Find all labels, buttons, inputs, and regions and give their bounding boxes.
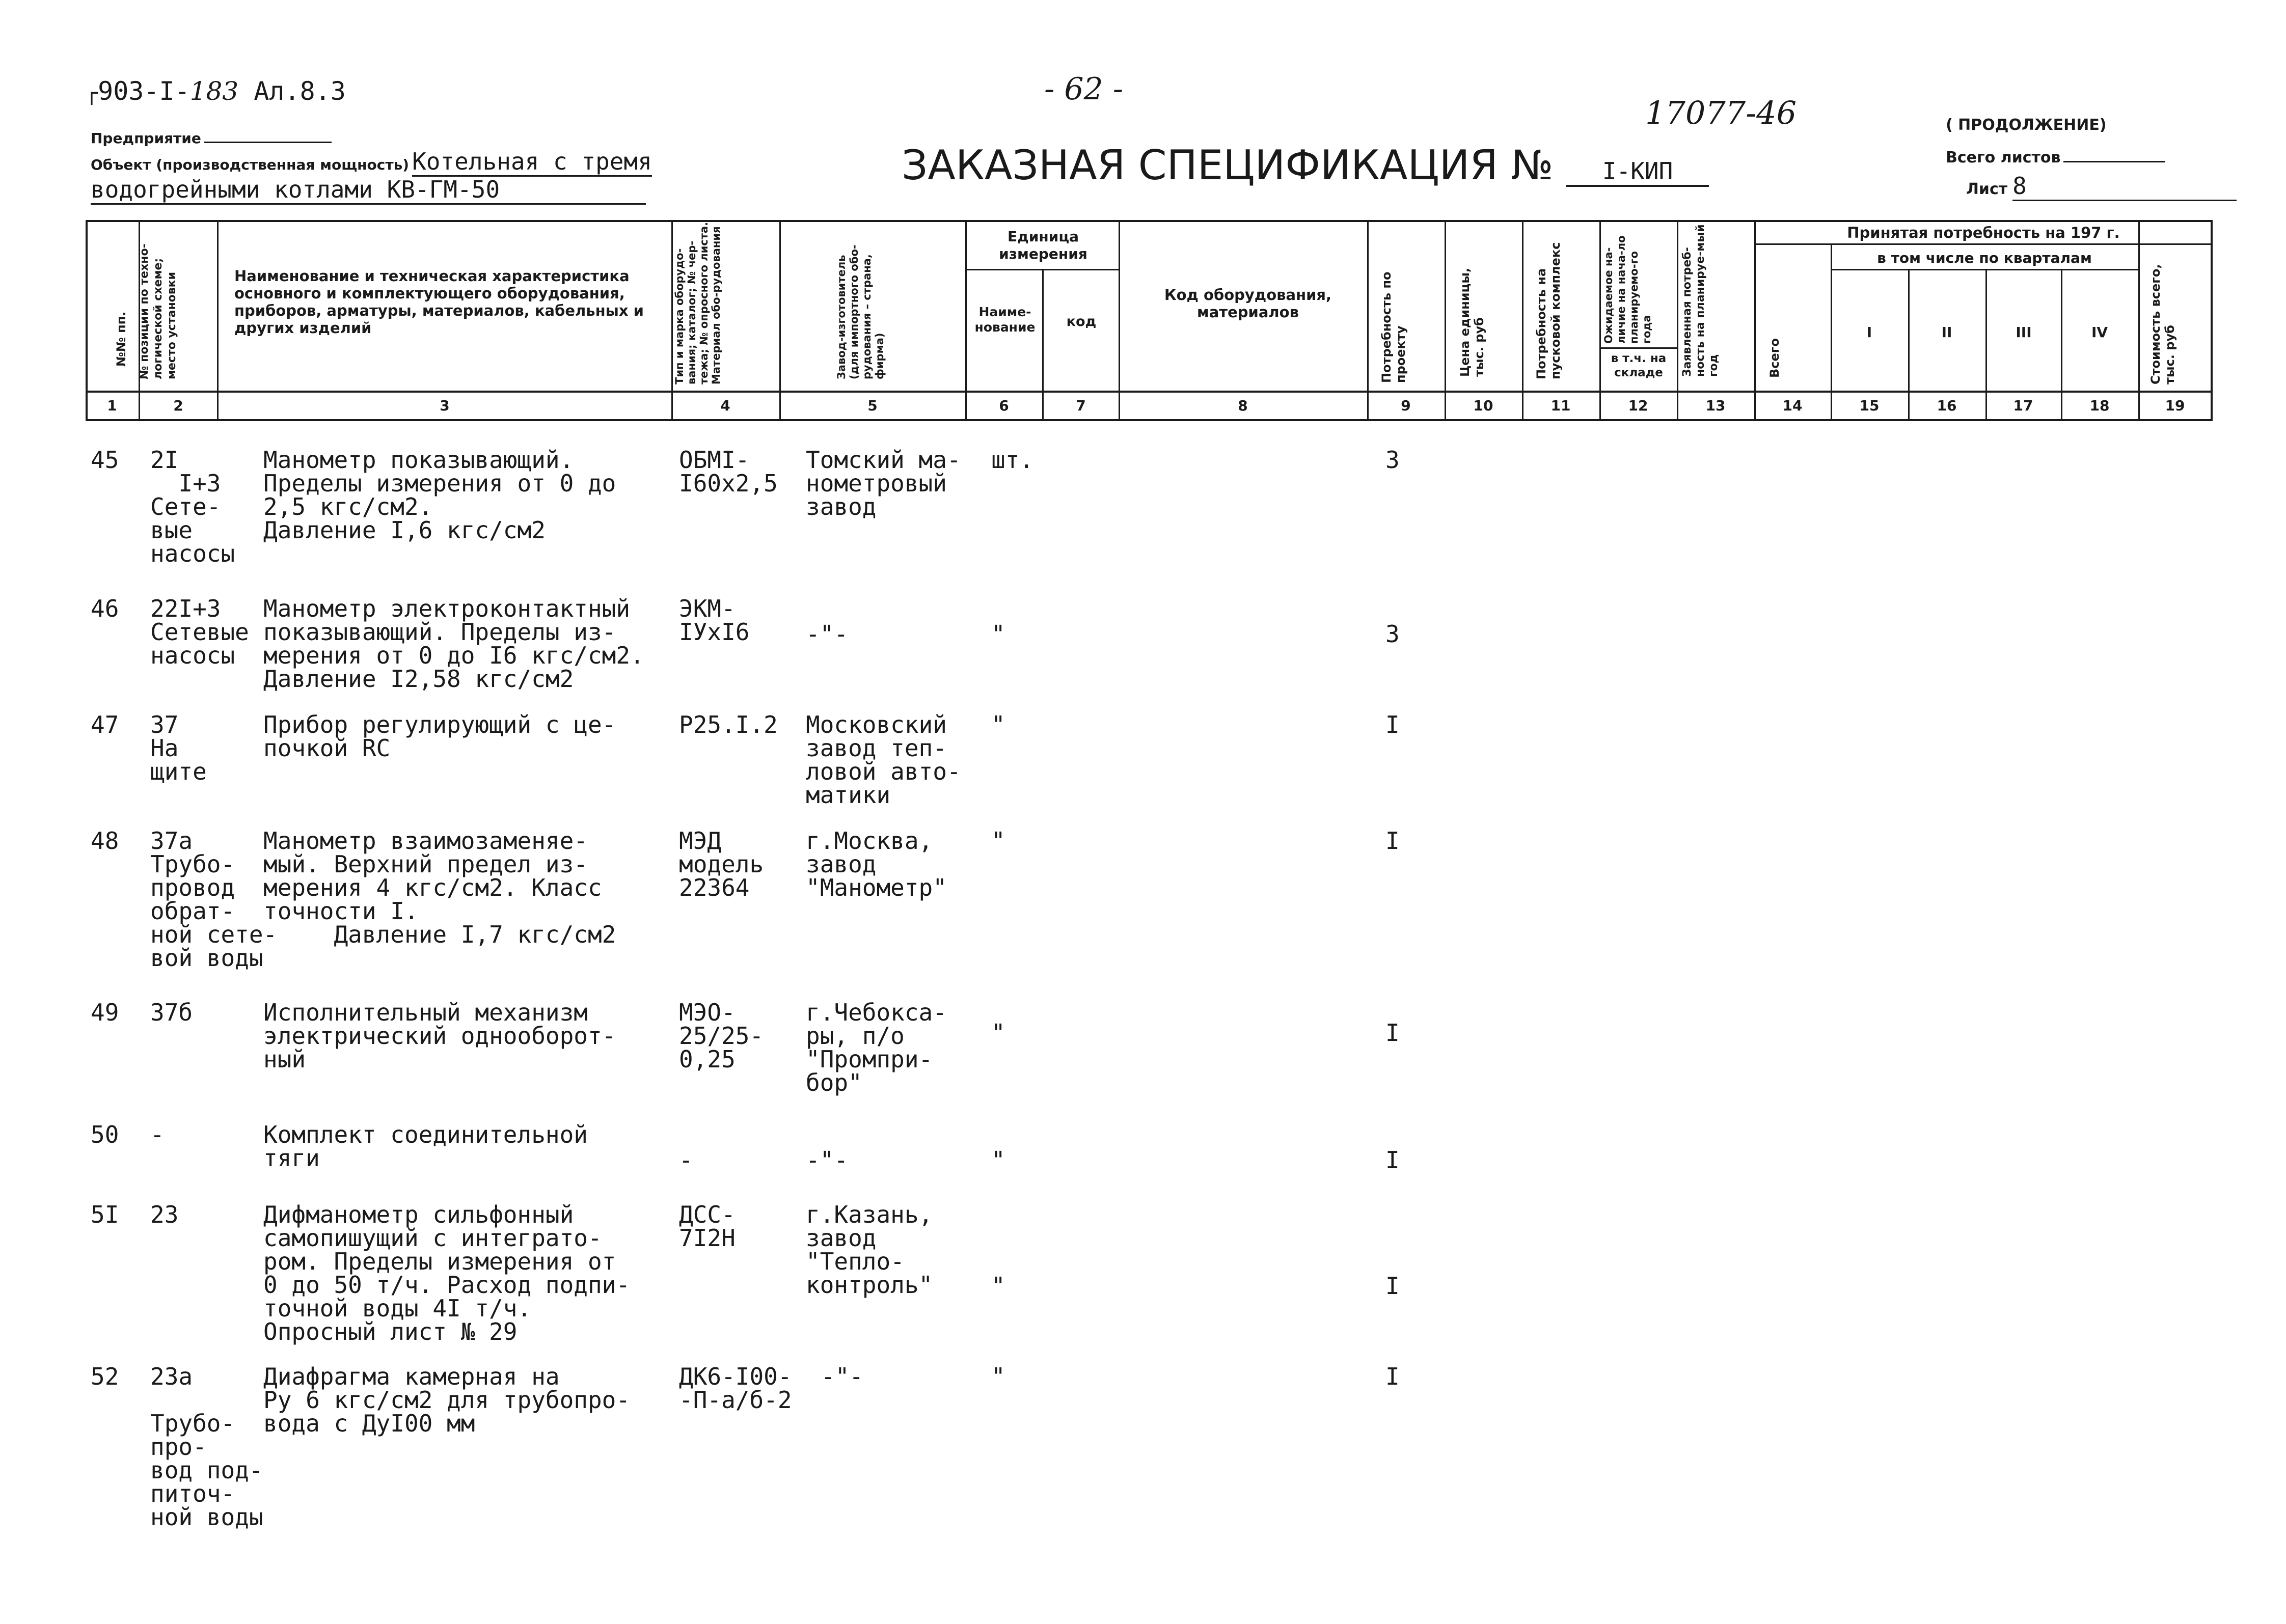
row-number: 50	[91, 1121, 119, 1148]
row-unit: "	[991, 620, 1005, 648]
row-number: 48	[91, 827, 119, 855]
row-position: 37 На щите	[150, 711, 207, 785]
col-number: 11	[1550, 397, 1571, 414]
row-plant: Томский ма- нометровый завод	[806, 446, 961, 520]
code-suffix: Ал.8.3	[238, 76, 346, 106]
row-unit: шт.	[991, 446, 1034, 474]
row-number: 5I	[91, 1201, 119, 1228]
col-number: 15	[1859, 397, 1880, 414]
row-qty: I	[1385, 1146, 1400, 1174]
rule	[86, 220, 2213, 222]
rule	[671, 220, 673, 421]
col-number: 7	[1076, 397, 1086, 414]
col-number: 14	[1782, 397, 1803, 414]
row-qty: I	[1385, 827, 1400, 855]
row-qty: I	[1385, 1272, 1400, 1300]
rule	[1754, 243, 2211, 245]
col-number: 16	[1937, 397, 1957, 414]
row-plant: Московский завод теп- ловой авто- матики	[806, 711, 961, 809]
row-position: 2I I+3 Сете- вые насосы	[150, 446, 235, 567]
document-code	[86, 76, 346, 106]
row-position: 23	[150, 1201, 179, 1228]
header-accepted: Принятая потребность на 197 г.	[1847, 224, 2120, 241]
row-type: ДК6-I00- -П-а/б-2	[679, 1363, 792, 1414]
row-position: 37а Трубо- провод обрат- ной сете- вой воды	[150, 827, 278, 972]
rule	[1445, 220, 1446, 421]
rule	[1985, 270, 1987, 421]
col-number: 19	[2165, 397, 2185, 414]
row-qty: 3	[1385, 446, 1400, 474]
continuation-label: ( ПРОДОЛЖЕНИЕ)	[1946, 116, 2107, 134]
rule	[86, 419, 2213, 421]
corner-mark: ┌	[86, 81, 98, 105]
rule	[2061, 270, 2062, 421]
row-name: Диафрагма камерная на Ру 6 кгс/см2 для трубопро- вода с ДуI00 мм	[263, 1363, 631, 1437]
row-plant: г.Казань, завод "Тепло- контроль"	[806, 1201, 933, 1299]
header-quarters: в том числе по кварталам	[1877, 250, 2092, 266]
row-plant: -"-	[806, 1146, 849, 1174]
row-position: -	[150, 1121, 165, 1148]
object-label: Объект (производственная мощность)	[91, 156, 410, 173]
header-q2: II	[1941, 324, 1952, 341]
document-title: ЗАКАЗНАЯ СПЕЦИФИКАЦИЯ № I-КИП	[902, 142, 1709, 189]
rule	[86, 220, 88, 421]
header-in-stock: в т.ч. на складе	[1611, 352, 1667, 379]
rule	[2211, 220, 2213, 421]
row-type: МЭО- 25/25- 0,25	[679, 999, 764, 1073]
header-unit: Единица измерения	[999, 228, 1087, 262]
row-name: Прибор регулирующий с це- почкой RC	[263, 711, 616, 762]
object-value-line1: Котельная с тремя	[412, 148, 652, 177]
col-number: 8	[1238, 397, 1248, 414]
header-price: Цена единицы, тыс. руб	[1458, 267, 1486, 377]
row-unit: "	[991, 1019, 1005, 1047]
object-value-line2: водогрейными котлами КВ-ГМ-50	[91, 176, 646, 205]
header-q4: IV	[2091, 324, 2108, 341]
row-qty: I	[1385, 1019, 1400, 1047]
row-qty: 3	[1385, 620, 1400, 648]
col-number: 9	[1401, 397, 1411, 414]
rule	[779, 220, 781, 421]
row-plant: г.Чебокса- ры, п/о "Промпри- бор"	[806, 999, 947, 1096]
col-number: 18	[2089, 397, 2110, 414]
rule	[1754, 220, 1756, 421]
col-number: 6	[999, 397, 1009, 414]
rule	[1599, 220, 1601, 421]
header-start: Потребность на пусковой комплекс	[1534, 242, 1563, 379]
sheet-value: 8	[2012, 172, 2237, 201]
header-q1: I	[1866, 324, 1872, 341]
code-handwritten: 183	[189, 76, 239, 106]
header-equipment-code: Код оборудования, материалов	[1164, 286, 1332, 321]
col-number: 4	[720, 397, 730, 414]
header-unit-name: Наиме-нование	[974, 305, 1036, 335]
col-number: 1	[107, 397, 117, 414]
col-number: 12	[1628, 397, 1648, 414]
col-number: 17	[2013, 397, 2033, 414]
row-position: 37б	[150, 999, 193, 1026]
row-name: Манометр показывающий. Пределы измерения от 0 до 2,5 кгс/см2. Давление I,6 кгс/см2	[263, 446, 616, 544]
rule	[217, 220, 219, 421]
col-number: 13	[1705, 397, 1726, 414]
row-qty: I	[1385, 711, 1400, 738]
header-n: №№ пп.	[114, 311, 128, 367]
row-plant: -"-	[821, 1363, 864, 1390]
col-number: 2	[173, 397, 183, 414]
registration-number: 17077-46	[1645, 94, 1797, 131]
row-position: 23а Трубо- про- вод под- питоч- ной воды	[150, 1363, 263, 1531]
col-number: 10	[1473, 397, 1493, 414]
row-plant: -"-	[806, 620, 849, 648]
row-type: МЭД модель 22364	[679, 827, 764, 901]
row-number: 52	[91, 1363, 119, 1390]
rule	[1908, 270, 1910, 421]
total-sheets-value	[2063, 161, 2165, 162]
row-unit: "	[991, 1146, 1005, 1174]
rule	[1599, 347, 1677, 349]
enterprise-label: Предприятие	[91, 130, 332, 147]
row-number: 49	[91, 999, 119, 1026]
row-unit: "	[991, 1363, 1005, 1390]
rule	[1677, 220, 1678, 421]
row-name: Манометр электроконтактный показывающий. Пределы из- мерения от 0 до I6 кгс/см2. Давление I2,58 кгс/см2	[263, 595, 644, 693]
spec-number: I-КИП	[1566, 157, 1709, 187]
rule	[1831, 269, 2138, 270]
header-plant: Завод-изготовитель (для импортного обо-рудования – страна, фирма)	[835, 244, 886, 379]
row-position: 22I+3 Сетевые насосы	[150, 595, 249, 669]
sheet-number: Лист 8	[1966, 172, 2237, 201]
header-position: № позиции по техно-логической схеме; место установки	[138, 243, 178, 379]
header-total: Всего	[1767, 338, 1782, 378]
row-number: 45	[91, 446, 119, 474]
rule	[965, 269, 1119, 270]
row-unit: "	[991, 711, 1005, 738]
row-type: ЭКМ- IУхI6	[679, 595, 750, 646]
row-number: 46	[91, 595, 119, 622]
row-name: Манометр взаимозаменяе- мый. Верхний предел из- мерения 4 кгс/см2. Класс точности I. Давление I,7 кгс/см2	[263, 827, 616, 948]
header-expected: Ожидаемое на-личие на нача-ло планируемо-го года	[1602, 235, 1653, 344]
code-prefix: 903-I-	[98, 76, 190, 106]
row-name: Дифманометр сильфонный самопишущий с интеграто- ром. Пределы измерения от 0 до 50 т/ч. Расход подпи- точной воды 4I т/ч. Опросный лист № 29	[263, 1201, 631, 1345]
header-cost: Стоимость всего, тыс. руб	[2148, 264, 2177, 384]
header-declared: Заявленная потреб-ность на планируе-мый год	[1681, 224, 1720, 377]
row-unit: "	[991, 827, 1005, 855]
row-name: Комплект соединительной тяги	[263, 1121, 588, 1172]
header-type: Тип и марка оборудо-вания; каталог; № чер-тежа; № опросного листа. Материал обо-рудования	[673, 222, 722, 384]
header-name: Наименование и техническая характеристика основного и комплектующего оборудования, приборов, арматуры, материалов, кабельных и других изделий	[234, 267, 644, 337]
rule	[1042, 270, 1044, 421]
row-type: -	[679, 1146, 693, 1174]
rule	[2138, 220, 2140, 421]
row-qty: I	[1385, 1363, 1400, 1390]
page-number: - 62 -	[1044, 71, 1124, 107]
row-type: Р25.I.2	[679, 711, 778, 738]
row-name: Исполнительный механизм электрический однооборот- ный	[263, 999, 616, 1073]
col-number: 5	[867, 397, 878, 414]
rule	[86, 391, 2213, 393]
row-type: ОБМI- I60х2,5	[679, 446, 778, 497]
header-unit-code: код	[1066, 314, 1097, 329]
row-unit: "	[991, 1272, 1005, 1300]
row-plant: г.Москва, завод "Манометр"	[806, 827, 947, 901]
header-qty: Потребность по проекту	[1379, 271, 1408, 383]
col-number: 3	[440, 397, 450, 414]
row-type: ДСС- 7I2Н	[679, 1201, 736, 1252]
row-number: 47	[91, 711, 119, 738]
object-line	[91, 148, 652, 175]
total-sheets: Всего листов	[1946, 149, 2165, 167]
rule	[1522, 220, 1523, 421]
header-q3: III	[2016, 324, 2032, 341]
